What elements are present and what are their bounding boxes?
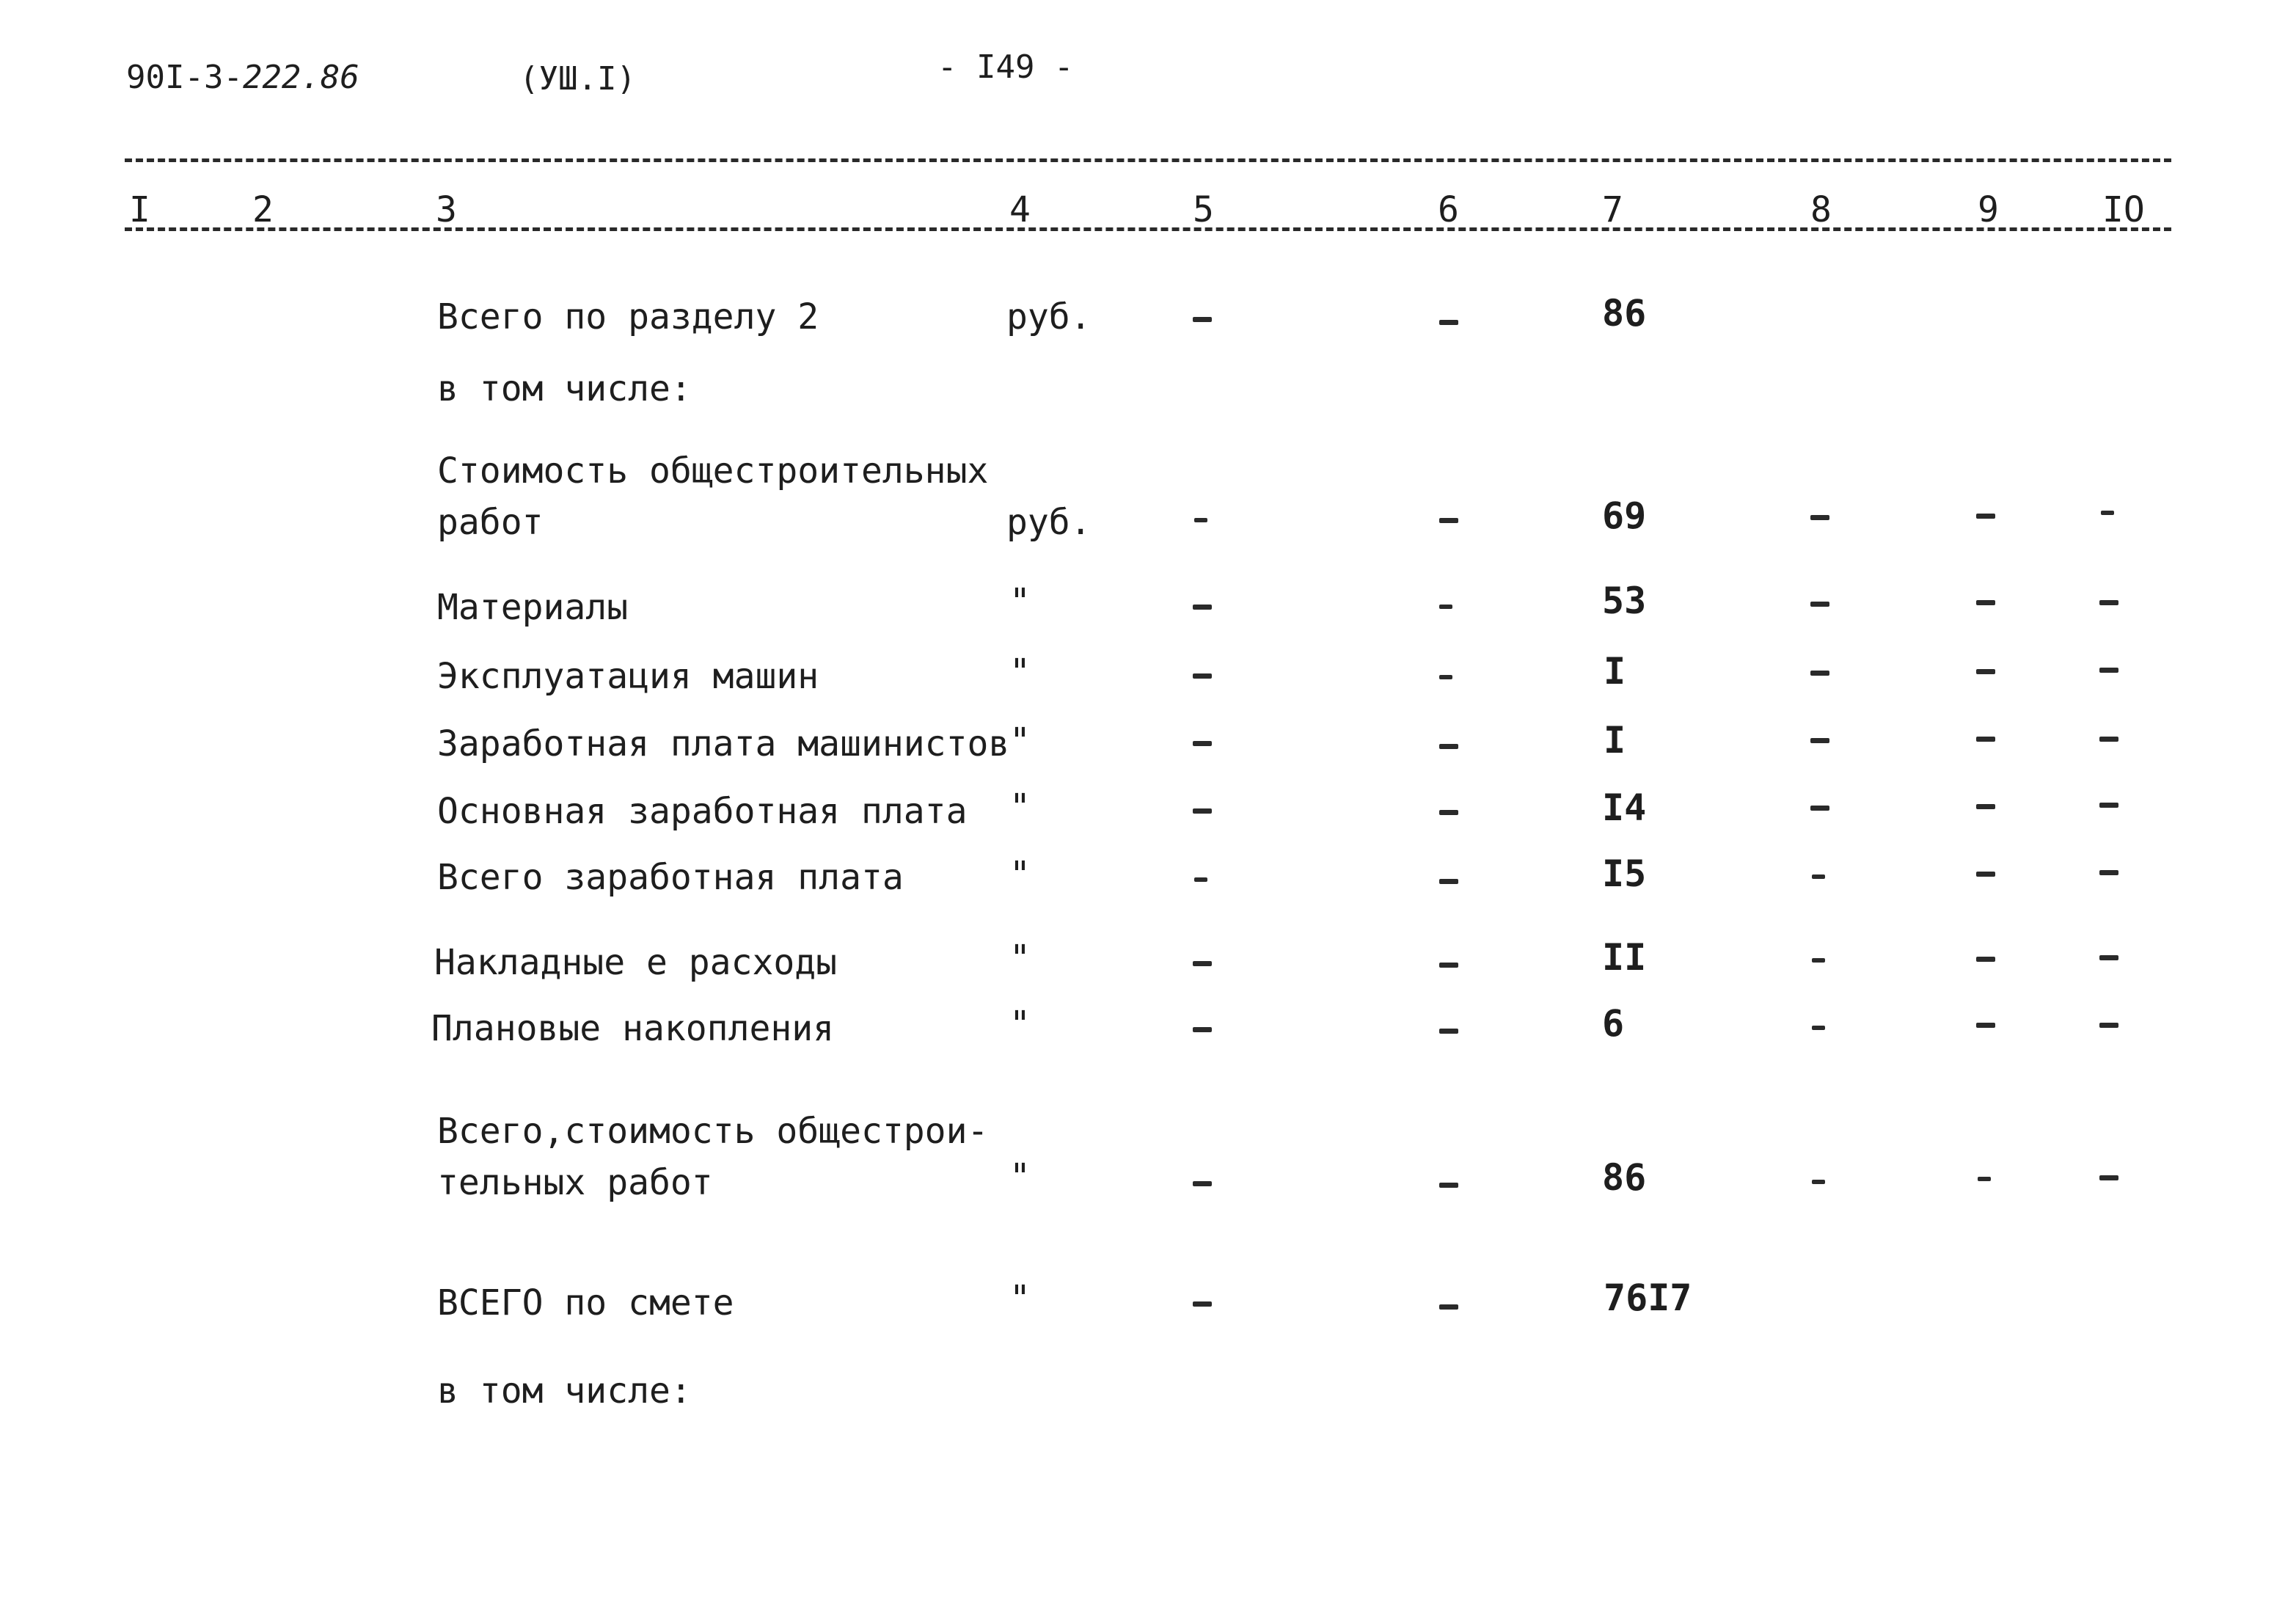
unit-cell: " bbox=[1009, 938, 1031, 979]
dash-mark bbox=[1439, 605, 1452, 609]
value-cell: 69 bbox=[1602, 494, 1647, 537]
column-number: 7 bbox=[1602, 189, 1623, 230]
item-name: Материалы bbox=[437, 587, 629, 628]
dash-mark bbox=[2099, 955, 2118, 960]
unit-cell: " bbox=[1009, 854, 1031, 895]
unit-cell: " bbox=[1009, 1004, 1031, 1045]
dash-mark bbox=[2099, 1175, 2118, 1180]
dash-mark bbox=[1193, 1027, 1212, 1032]
dash-mark bbox=[1976, 737, 1995, 742]
dash-mark bbox=[1810, 806, 1829, 811]
dash-mark bbox=[1976, 1023, 1995, 1028]
dash-mark bbox=[1439, 320, 1458, 325]
column-number: 3 bbox=[436, 189, 457, 230]
dash-mark bbox=[1976, 804, 1995, 809]
dash-mark bbox=[1812, 874, 1825, 879]
column-number: 5 bbox=[1193, 189, 1214, 230]
value-cell: I4 bbox=[1602, 786, 1647, 829]
dash-mark bbox=[1439, 1304, 1458, 1310]
item-name-continued: работ bbox=[437, 502, 544, 543]
column-number: 2 bbox=[252, 189, 274, 230]
item-name: Заработная плата машинистов bbox=[437, 723, 1010, 764]
page-number: - I49 - bbox=[937, 48, 1074, 86]
value-cell: 6 bbox=[1602, 1002, 1625, 1045]
unit-cell: " bbox=[1009, 651, 1031, 693]
value-cell: I bbox=[1604, 650, 1626, 693]
column-number: 6 bbox=[1438, 189, 1459, 230]
dash-mark bbox=[2099, 1023, 2118, 1028]
dash-mark bbox=[1976, 957, 1995, 962]
unit-cell: " bbox=[1009, 786, 1031, 828]
item-name: Накладные е расходы bbox=[434, 942, 838, 983]
document-code bbox=[126, 59, 359, 96]
dash-mark bbox=[1439, 963, 1458, 968]
unit-cell: " bbox=[1009, 720, 1031, 762]
item-name: Основная заработная плата bbox=[437, 791, 968, 832]
column-number: 4 bbox=[1009, 189, 1031, 230]
dash-mark bbox=[1976, 872, 1995, 877]
dash-mark bbox=[1193, 317, 1212, 322]
section-number: (УШ.I) bbox=[519, 60, 636, 98]
unit-cell: руб. bbox=[1006, 502, 1092, 543]
dash-mark bbox=[1812, 1026, 1825, 1030]
value-cell: 53 bbox=[1602, 580, 1647, 622]
dash-mark bbox=[1193, 1301, 1212, 1307]
dash-mark bbox=[1976, 600, 1995, 605]
header-top-rule bbox=[125, 158, 2171, 162]
dash-mark bbox=[1978, 1177, 1991, 1181]
dash-mark bbox=[1810, 671, 1829, 676]
dash-mark bbox=[2099, 803, 2118, 808]
item-name: в том числе: bbox=[437, 368, 692, 409]
item-name: Эксплуатация машин bbox=[437, 656, 819, 697]
item-name-continued: тельных работ bbox=[437, 1162, 713, 1203]
unit-cell: руб. bbox=[1006, 296, 1092, 337]
unit-cell: " bbox=[1009, 1278, 1031, 1319]
item-name: Всего,стоимость общестрои- bbox=[437, 1111, 989, 1152]
dash-mark bbox=[1439, 810, 1458, 815]
column-number: I bbox=[129, 189, 150, 230]
dash-mark bbox=[1810, 602, 1829, 607]
dash-mark bbox=[1812, 1180, 1825, 1184]
unit-cell: " bbox=[1009, 581, 1031, 622]
dash-mark bbox=[2099, 737, 2118, 742]
dash-mark bbox=[1194, 518, 1207, 522]
dash-mark bbox=[2099, 600, 2118, 605]
item-name: в том числе: bbox=[437, 1370, 692, 1412]
dash-mark bbox=[2099, 668, 2118, 673]
item-name: ВСЕГО по смете bbox=[437, 1282, 734, 1323]
unit-cell: " bbox=[1009, 1156, 1031, 1197]
dash-mark bbox=[1976, 669, 1995, 674]
dash-mark bbox=[1193, 808, 1212, 814]
dash-mark bbox=[1810, 515, 1829, 520]
document-code-suffix: 222.86 bbox=[242, 59, 359, 96]
dash-mark bbox=[1439, 675, 1452, 679]
dash-mark bbox=[2101, 511, 2114, 515]
item-name: Плановые накопления bbox=[431, 1008, 835, 1049]
dash-mark bbox=[1193, 741, 1212, 746]
value-cell: II bbox=[1602, 936, 1647, 979]
value-cell: I5 bbox=[1602, 852, 1647, 895]
dash-mark bbox=[1439, 1183, 1458, 1188]
dash-mark bbox=[1194, 877, 1207, 882]
dash-mark bbox=[1193, 961, 1212, 966]
dash-mark bbox=[1193, 673, 1212, 679]
dash-mark bbox=[1810, 738, 1829, 743]
dash-mark bbox=[1193, 605, 1212, 610]
dash-mark bbox=[1439, 744, 1458, 749]
item-name: Всего по разделу 2 bbox=[437, 296, 819, 337]
item-name: Всего заработная плата bbox=[437, 857, 904, 898]
value-cell: 76I7 bbox=[1604, 1277, 1692, 1319]
dash-mark bbox=[1976, 514, 1995, 519]
dash-mark bbox=[1439, 879, 1458, 884]
column-number: 8 bbox=[1810, 189, 1832, 230]
header-bottom-rule bbox=[125, 227, 2171, 231]
item-name: Стоимость общестроительных bbox=[437, 450, 989, 492]
value-cell: 86 bbox=[1602, 292, 1647, 335]
value-cell: 86 bbox=[1602, 1156, 1647, 1199]
document-code-prefix: 90I-3- bbox=[126, 59, 243, 96]
dash-mark bbox=[1439, 1029, 1458, 1034]
dash-mark bbox=[2099, 870, 2118, 875]
value-cell: I bbox=[1604, 719, 1626, 762]
dash-mark bbox=[1812, 958, 1825, 963]
column-number: IO bbox=[2102, 189, 2145, 230]
dash-mark bbox=[1193, 1181, 1212, 1186]
column-number: 9 bbox=[1978, 189, 1999, 230]
dash-mark bbox=[1439, 518, 1458, 523]
